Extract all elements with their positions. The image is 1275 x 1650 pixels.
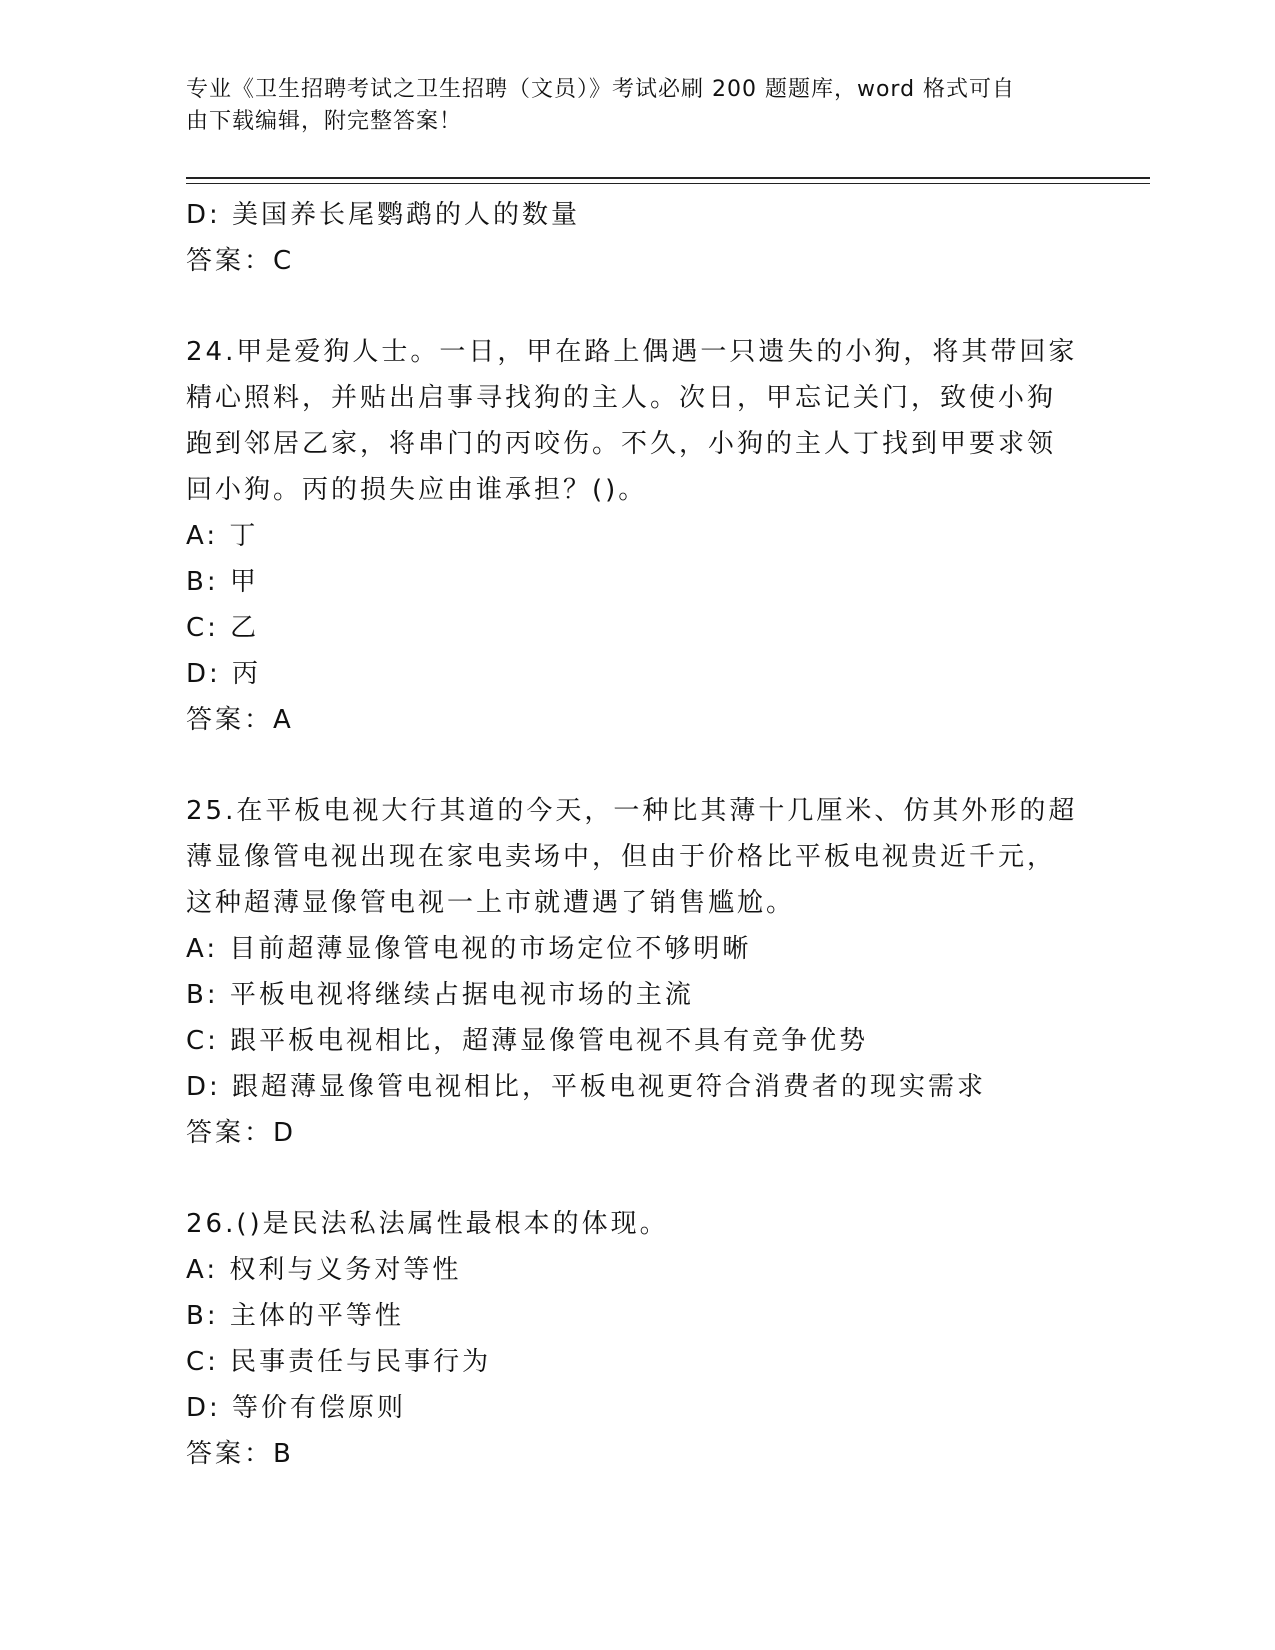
option-b: B: 主体的平等性 <box>186 1301 404 1331</box>
option-b: B: 甲 <box>186 567 259 597</box>
option-c: C: 乙 <box>186 613 260 643</box>
spacer <box>186 284 1086 329</box>
header-divider-thick <box>186 177 1150 179</box>
option-a: A: 目前超薄显像管电视的市场定位不够明晰 <box>186 934 752 964</box>
question-25 <box>186 788 1086 1156</box>
header-line-2: 由下载编辑，附完整答案！ <box>186 109 463 134</box>
option-c: C: 民事责任与民事行为 <box>186 1347 492 1377</box>
answer: 答案：B <box>186 1439 294 1469</box>
spacer <box>186 1156 1086 1201</box>
question-stem-line: 精心照料，并贴出启事寻找狗的主人。次日，甲忘记关门，致使小狗 <box>186 383 1057 413</box>
option-b: B: 平板电视将继续占据电视市场的主流 <box>186 980 694 1010</box>
option-a: A: 权利与义务对等性 <box>186 1255 462 1285</box>
option-d: D: 丙 <box>186 659 262 689</box>
question-stem-line: 25.在平板电视大行其道的今天，一种比其薄十几厘米、仿其外形的超 <box>186 796 1078 826</box>
question-stem-line: 跑到邻居乙家，将串门的丙咬伤。不久，小狗的主人丁找到甲要求领 <box>186 429 1057 459</box>
carryover-option-d: D: 美国养长尾鹦鹉的人的数量 <box>186 200 581 230</box>
document-header <box>186 74 1066 138</box>
question-stem-line: 回小狗。丙的损失应由谁承担？()。 <box>186 475 648 505</box>
option-c: C: 跟平板电视相比，超薄显像管电视不具有竞争优势 <box>186 1026 869 1056</box>
question-stem-line: 这种超薄显像管电视一上市就遭遇了销售尴尬。 <box>186 888 796 918</box>
option-d: D: 跟超薄显像管电视相比，平板电视更符合消费者的现实需求 <box>186 1072 987 1102</box>
question-stem-line: 24.甲是爱狗人士。一日，甲在路上偶遇一只遗失的小狗，将其带回家 <box>186 337 1078 367</box>
question-content <box>186 192 1086 1477</box>
option-a: A: 丁 <box>186 521 259 551</box>
spacer <box>186 743 1086 788</box>
question-stem-line: 薄显像管电视出现在家电卖场中，但由于价格比平板电视贵近千元， <box>186 842 1057 872</box>
question-26 <box>186 1201 1086 1477</box>
answer: 答案：A <box>186 705 294 735</box>
header-divider-thin <box>186 183 1150 184</box>
carryover-answer: 答案：C <box>186 246 295 276</box>
question-24 <box>186 329 1086 743</box>
answer: 答案：D <box>186 1118 297 1148</box>
header-line-1: 专业《卫生招聘考试之卫生招聘（文员）》考试必刷 200 题题库，word 格式可自 <box>186 77 1016 102</box>
option-d: D: 等价有偿原则 <box>186 1393 407 1423</box>
question-stem-line: 26.()是民法私法属性最根本的体现。 <box>186 1209 669 1239</box>
